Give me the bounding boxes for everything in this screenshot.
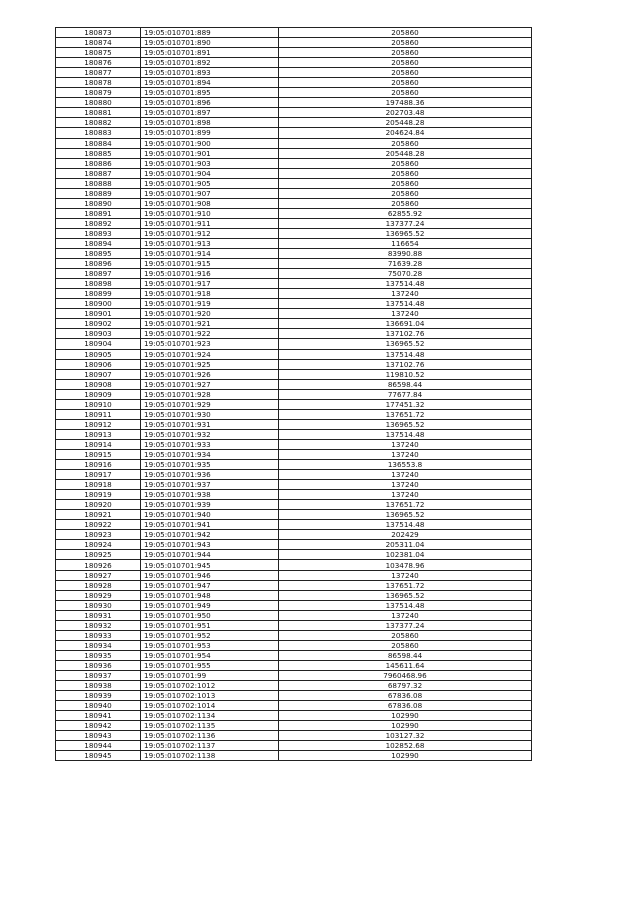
row-id-cell: 180917 — [56, 470, 141, 480]
value-cell: 137377.24 — [279, 218, 532, 228]
cadastral-number-cell: 19:05:010701:922 — [141, 329, 279, 339]
cadastral-number-cell: 19:05:010701:898 — [141, 118, 279, 128]
value-cell: 116654 — [279, 238, 532, 248]
value-cell: 119810.52 — [279, 369, 532, 379]
row-id-cell: 180913 — [56, 429, 141, 439]
row-id-cell: 180912 — [56, 419, 141, 429]
value-cell: 83990.88 — [279, 249, 532, 259]
table-row — [56, 329, 532, 339]
value-cell: 202703.48 — [279, 108, 532, 118]
cadastral-number-cell: 19:05:010701:915 — [141, 259, 279, 269]
table-row — [56, 480, 532, 490]
cadastral-number-cell: 19:05:010701:926 — [141, 369, 279, 379]
cadastral-number-cell: 19:05:010701:897 — [141, 108, 279, 118]
table-row — [56, 671, 532, 681]
value-cell: 137651.72 — [279, 409, 532, 419]
row-id-cell: 180941 — [56, 711, 141, 721]
row-id-cell: 180892 — [56, 218, 141, 228]
row-id-cell: 180873 — [56, 28, 141, 38]
table-row — [56, 550, 532, 560]
row-id-cell: 180886 — [56, 158, 141, 168]
value-cell: 205860 — [279, 640, 532, 650]
table-row — [56, 369, 532, 379]
row-id-cell: 180940 — [56, 701, 141, 711]
cadastral-number-cell: 19:05:010701:903 — [141, 158, 279, 168]
table-row — [56, 38, 532, 48]
value-cell: 136965.52 — [279, 339, 532, 349]
value-cell: 68797.32 — [279, 681, 532, 691]
value-cell: 205311.04 — [279, 540, 532, 550]
row-id-cell: 180897 — [56, 269, 141, 279]
table-row — [56, 530, 532, 540]
cadastral-number-cell: 19:05:010701:950 — [141, 610, 279, 620]
value-cell: 137514.48 — [279, 429, 532, 439]
cadastral-number-cell: 19:05:010701:941 — [141, 520, 279, 530]
value-cell: 137240 — [279, 570, 532, 580]
row-id-cell: 180888 — [56, 178, 141, 188]
value-cell: 137240 — [279, 480, 532, 490]
cadastral-number-cell: 19:05:010701:933 — [141, 439, 279, 449]
table-row — [56, 630, 532, 640]
value-cell: 205860 — [279, 78, 532, 88]
cadastral-number-cell: 19:05:010701:889 — [141, 28, 279, 38]
cadastral-number-cell: 19:05:010701:945 — [141, 560, 279, 570]
table-row — [56, 660, 532, 670]
value-cell: 137514.48 — [279, 299, 532, 309]
row-id-cell: 180916 — [56, 460, 141, 470]
cadastral-number-cell: 19:05:010701:927 — [141, 379, 279, 389]
table-row — [56, 108, 532, 118]
row-id-cell: 180911 — [56, 409, 141, 419]
cadastral-number-cell: 19:05:010701:932 — [141, 429, 279, 439]
value-cell: 102990 — [279, 711, 532, 721]
row-id-cell: 180899 — [56, 289, 141, 299]
value-cell: 205860 — [279, 138, 532, 148]
cadastral-number-cell: 19:05:010702:1136 — [141, 731, 279, 741]
value-cell: 103478.96 — [279, 560, 532, 570]
table-row — [56, 178, 532, 188]
table-row — [56, 580, 532, 590]
row-id-cell: 180908 — [56, 379, 141, 389]
cadastral-number-cell: 19:05:010701:904 — [141, 168, 279, 178]
value-cell: 62855.92 — [279, 208, 532, 218]
row-id-cell: 180921 — [56, 510, 141, 520]
cadastral-number-cell: 19:05:010701:935 — [141, 460, 279, 470]
cadastral-number-cell: 19:05:010701:907 — [141, 188, 279, 198]
cadastral-number-cell: 19:05:010701:928 — [141, 389, 279, 399]
table-row — [56, 681, 532, 691]
cadastral-number-cell: 19:05:010701:946 — [141, 570, 279, 580]
cadastral-number-cell: 19:05:010701:925 — [141, 359, 279, 369]
cadastral-number-cell: 19:05:010701:951 — [141, 620, 279, 630]
table-row — [56, 490, 532, 500]
row-id-cell: 180893 — [56, 228, 141, 238]
table-row — [56, 58, 532, 68]
table-row — [56, 510, 532, 520]
value-cell: 71639.28 — [279, 259, 532, 269]
value-cell: 136965.52 — [279, 510, 532, 520]
table-row — [56, 339, 532, 349]
value-cell: 204624.84 — [279, 128, 532, 138]
cadastral-number-cell: 19:05:010702:1134 — [141, 711, 279, 721]
row-id-cell: 180928 — [56, 580, 141, 590]
cadastral-number-cell: 19:05:010701:99 — [141, 671, 279, 681]
table-row — [56, 249, 532, 259]
value-cell: 205860 — [279, 168, 532, 178]
cadastral-number-cell: 19:05:010701:918 — [141, 289, 279, 299]
value-cell: 103127.32 — [279, 731, 532, 741]
row-id-cell: 180926 — [56, 560, 141, 570]
row-id-cell: 180923 — [56, 530, 141, 540]
value-cell: 136965.52 — [279, 419, 532, 429]
row-id-cell: 180920 — [56, 500, 141, 510]
row-id-cell: 180936 — [56, 660, 141, 670]
table-row — [56, 560, 532, 570]
row-id-cell: 180889 — [56, 188, 141, 198]
table-row — [56, 148, 532, 158]
cadastral-number-cell: 19:05:010701:910 — [141, 208, 279, 218]
cadastral-number-cell: 19:05:010702:1013 — [141, 691, 279, 701]
row-id-cell: 180919 — [56, 490, 141, 500]
value-cell: 75070.28 — [279, 269, 532, 279]
table-row — [56, 570, 532, 580]
row-id-cell: 180879 — [56, 88, 141, 98]
value-cell: 137240 — [279, 439, 532, 449]
cadastral-number-cell: 19:05:010701:943 — [141, 540, 279, 550]
value-cell: 205860 — [279, 38, 532, 48]
table-row — [56, 299, 532, 309]
cadastral-number-cell: 19:05:010701:908 — [141, 198, 279, 208]
table-row — [56, 711, 532, 721]
row-id-cell: 180905 — [56, 349, 141, 359]
value-cell: 137102.76 — [279, 329, 532, 339]
value-cell: 137240 — [279, 309, 532, 319]
table-row — [56, 449, 532, 459]
cadastral-number-cell: 19:05:010701:895 — [141, 88, 279, 98]
cadastral-number-cell: 19:05:010701:937 — [141, 480, 279, 490]
row-id-cell: 180922 — [56, 520, 141, 530]
row-id-cell: 180884 — [56, 138, 141, 148]
cadastral-number-cell: 19:05:010702:1137 — [141, 741, 279, 751]
row-id-cell: 180930 — [56, 600, 141, 610]
value-cell: 137651.72 — [279, 500, 532, 510]
row-id-cell: 180882 — [56, 118, 141, 128]
cadastral-number-cell: 19:05:010701:947 — [141, 580, 279, 590]
table-row — [56, 600, 532, 610]
value-cell: 205860 — [279, 198, 532, 208]
table-row — [56, 28, 532, 38]
cadastral-number-cell: 19:05:010701:948 — [141, 590, 279, 600]
row-id-cell: 180874 — [56, 38, 141, 48]
row-id-cell: 180883 — [56, 128, 141, 138]
cadastral-number-cell: 19:05:010701:944 — [141, 550, 279, 560]
row-id-cell: 180945 — [56, 751, 141, 761]
table-row — [56, 118, 532, 128]
cadastral-number-cell: 19:05:010701:916 — [141, 269, 279, 279]
cadastral-number-cell: 19:05:010701:912 — [141, 228, 279, 238]
table-row — [56, 731, 532, 741]
cadastral-number-cell: 19:05:010701:891 — [141, 48, 279, 58]
row-id-cell: 180895 — [56, 249, 141, 259]
row-id-cell: 180942 — [56, 721, 141, 731]
table-row — [56, 540, 532, 550]
row-id-cell: 180909 — [56, 389, 141, 399]
row-id-cell: 180938 — [56, 681, 141, 691]
cadastral-value-table — [55, 27, 532, 761]
cadastral-number-cell: 19:05:010701:934 — [141, 449, 279, 459]
row-id-cell: 180904 — [56, 339, 141, 349]
value-cell: 205448.28 — [279, 118, 532, 128]
cadastral-number-cell: 19:05:010701:919 — [141, 299, 279, 309]
row-id-cell: 180944 — [56, 741, 141, 751]
cadastral-number-cell: 19:05:010701:955 — [141, 660, 279, 670]
row-id-cell: 180900 — [56, 299, 141, 309]
value-cell: 205860 — [279, 630, 532, 640]
value-cell: 205860 — [279, 28, 532, 38]
value-cell: 197488.36 — [279, 98, 532, 108]
table-row — [56, 88, 532, 98]
row-id-cell: 180894 — [56, 238, 141, 248]
table-row — [56, 610, 532, 620]
table-row — [56, 691, 532, 701]
value-cell: 205860 — [279, 58, 532, 68]
cadastral-number-cell: 19:05:010701:900 — [141, 138, 279, 148]
cadastral-number-cell: 19:05:010701:914 — [141, 249, 279, 259]
row-id-cell: 180925 — [56, 550, 141, 560]
table-row — [56, 470, 532, 480]
value-cell: 67836.08 — [279, 701, 532, 711]
table-row — [56, 590, 532, 600]
table-row — [56, 208, 532, 218]
value-cell: 137514.48 — [279, 279, 532, 289]
value-cell: 205860 — [279, 48, 532, 58]
row-id-cell: 180901 — [56, 309, 141, 319]
cadastral-number-cell: 19:05:010701:921 — [141, 319, 279, 329]
value-cell: 136965.52 — [279, 228, 532, 238]
cadastral-number-cell: 19:05:010701:949 — [141, 600, 279, 610]
value-cell: 102381.04 — [279, 550, 532, 560]
table-row — [56, 228, 532, 238]
cadastral-number-cell: 19:05:010701:936 — [141, 470, 279, 480]
value-cell: 137377.24 — [279, 620, 532, 630]
row-id-cell: 180931 — [56, 610, 141, 620]
value-cell: 86598.44 — [279, 650, 532, 660]
value-cell: 202429 — [279, 530, 532, 540]
table-row — [56, 238, 532, 248]
cadastral-number-cell: 19:05:010701:890 — [141, 38, 279, 48]
cadastral-number-cell: 19:05:010701:938 — [141, 490, 279, 500]
row-id-cell: 180878 — [56, 78, 141, 88]
row-id-cell: 180924 — [56, 540, 141, 550]
value-cell: 205860 — [279, 88, 532, 98]
cadastral-number-cell: 19:05:010701:940 — [141, 510, 279, 520]
row-id-cell: 180880 — [56, 98, 141, 108]
value-cell: 137240 — [279, 490, 532, 500]
cadastral-number-cell: 19:05:010701:931 — [141, 419, 279, 429]
table-row — [56, 309, 532, 319]
row-id-cell: 180891 — [56, 208, 141, 218]
value-cell: 136553.8 — [279, 460, 532, 470]
value-cell: 137514.48 — [279, 520, 532, 530]
row-id-cell: 180939 — [56, 691, 141, 701]
row-id-cell: 180932 — [56, 620, 141, 630]
table-row — [56, 218, 532, 228]
cadastral-number-cell: 19:05:010702:1135 — [141, 721, 279, 731]
table-row — [56, 319, 532, 329]
cadastral-number-cell: 19:05:010701:917 — [141, 279, 279, 289]
value-cell: 137514.48 — [279, 600, 532, 610]
value-cell: 137102.76 — [279, 359, 532, 369]
value-cell: 205860 — [279, 68, 532, 78]
row-id-cell: 180910 — [56, 399, 141, 409]
row-id-cell: 180914 — [56, 439, 141, 449]
row-id-cell: 180890 — [56, 198, 141, 208]
row-id-cell: 180887 — [56, 168, 141, 178]
value-cell: 86598.44 — [279, 379, 532, 389]
row-id-cell: 180907 — [56, 369, 141, 379]
row-id-cell: 180934 — [56, 640, 141, 650]
table-body — [56, 28, 532, 761]
table-row — [56, 389, 532, 399]
value-cell: 136965.52 — [279, 590, 532, 600]
value-cell: 137651.72 — [279, 580, 532, 590]
row-id-cell: 180898 — [56, 279, 141, 289]
value-cell: 177451.32 — [279, 399, 532, 409]
row-id-cell: 180877 — [56, 68, 141, 78]
cadastral-number-cell: 19:05:010701:913 — [141, 238, 279, 248]
table-row — [56, 701, 532, 711]
cadastral-number-cell: 19:05:010701:920 — [141, 309, 279, 319]
cadastral-number-cell: 19:05:010701:952 — [141, 630, 279, 640]
table-row — [56, 379, 532, 389]
table-row — [56, 650, 532, 660]
cadastral-number-cell: 19:05:010701:896 — [141, 98, 279, 108]
row-id-cell: 180885 — [56, 148, 141, 158]
row-id-cell: 180915 — [56, 449, 141, 459]
row-id-cell: 180906 — [56, 359, 141, 369]
table-row — [56, 721, 532, 731]
cadastral-number-cell: 19:05:010701:954 — [141, 650, 279, 660]
value-cell: 7960468.96 — [279, 671, 532, 681]
table-row — [56, 98, 532, 108]
row-id-cell: 180902 — [56, 319, 141, 329]
table-row — [56, 520, 532, 530]
cadastral-number-cell: 19:05:010701:930 — [141, 409, 279, 419]
row-id-cell: 180903 — [56, 329, 141, 339]
row-id-cell: 180881 — [56, 108, 141, 118]
value-cell: 137514.48 — [279, 349, 532, 359]
value-cell: 137240 — [279, 449, 532, 459]
value-cell: 77677.84 — [279, 389, 532, 399]
value-cell: 137240 — [279, 289, 532, 299]
table-row — [56, 188, 532, 198]
row-id-cell: 180929 — [56, 590, 141, 600]
cadastral-number-cell: 19:05:010702:1014 — [141, 701, 279, 711]
row-id-cell: 180943 — [56, 731, 141, 741]
table-row — [56, 399, 532, 409]
table-row — [56, 500, 532, 510]
cadastral-number-cell: 19:05:010701:924 — [141, 349, 279, 359]
value-cell: 145611.64 — [279, 660, 532, 670]
table-row — [56, 751, 532, 761]
cadastral-number-cell: 19:05:010701:939 — [141, 500, 279, 510]
value-cell: 102990 — [279, 751, 532, 761]
table-row — [56, 620, 532, 630]
row-id-cell: 180935 — [56, 650, 141, 660]
cadastral-number-cell: 19:05:010701:923 — [141, 339, 279, 349]
row-id-cell: 180896 — [56, 259, 141, 269]
table-row — [56, 279, 532, 289]
cadastral-number-cell: 19:05:010701:899 — [141, 128, 279, 138]
cadastral-number-cell: 19:05:010701:894 — [141, 78, 279, 88]
table-row — [56, 429, 532, 439]
table-row — [56, 259, 532, 269]
table-row — [56, 640, 532, 650]
cadastral-number-cell: 19:05:010702:1012 — [141, 681, 279, 691]
cadastral-number-cell: 19:05:010701:901 — [141, 148, 279, 158]
cadastral-number-cell: 19:05:010701:953 — [141, 640, 279, 650]
value-cell: 67836.08 — [279, 691, 532, 701]
value-cell: 205860 — [279, 158, 532, 168]
cadastral-number-cell: 19:05:010702:1138 — [141, 751, 279, 761]
table-row — [56, 168, 532, 178]
table-row — [56, 78, 532, 88]
table-row — [56, 269, 532, 279]
table-row — [56, 460, 532, 470]
table-row — [56, 409, 532, 419]
table-row — [56, 138, 532, 148]
table-row — [56, 128, 532, 138]
table-row — [56, 741, 532, 751]
value-cell: 137240 — [279, 610, 532, 620]
table-row — [56, 419, 532, 429]
value-cell: 102990 — [279, 721, 532, 731]
row-id-cell: 180933 — [56, 630, 141, 640]
cadastral-number-cell: 19:05:010701:911 — [141, 218, 279, 228]
table-row — [56, 359, 532, 369]
cadastral-number-cell: 19:05:010701:905 — [141, 178, 279, 188]
row-id-cell: 180937 — [56, 671, 141, 681]
table-row — [56, 289, 532, 299]
table-row — [56, 198, 532, 208]
row-id-cell: 180927 — [56, 570, 141, 580]
value-cell: 205860 — [279, 178, 532, 188]
row-id-cell: 180918 — [56, 480, 141, 490]
row-id-cell: 180875 — [56, 48, 141, 58]
cadastral-number-cell: 19:05:010701:893 — [141, 68, 279, 78]
cadastral-number-cell: 19:05:010701:929 — [141, 399, 279, 409]
cadastral-number-cell: 19:05:010701:942 — [141, 530, 279, 540]
value-cell: 102852.68 — [279, 741, 532, 751]
value-cell: 136691.04 — [279, 319, 532, 329]
table-row — [56, 349, 532, 359]
table-row — [56, 48, 532, 58]
table-row — [56, 439, 532, 449]
table-row — [56, 158, 532, 168]
row-id-cell: 180876 — [56, 58, 141, 68]
value-cell: 137240 — [279, 470, 532, 480]
value-cell: 205860 — [279, 188, 532, 198]
cadastral-number-cell: 19:05:010701:892 — [141, 58, 279, 68]
table-row — [56, 68, 532, 78]
value-cell: 205448.28 — [279, 148, 532, 158]
